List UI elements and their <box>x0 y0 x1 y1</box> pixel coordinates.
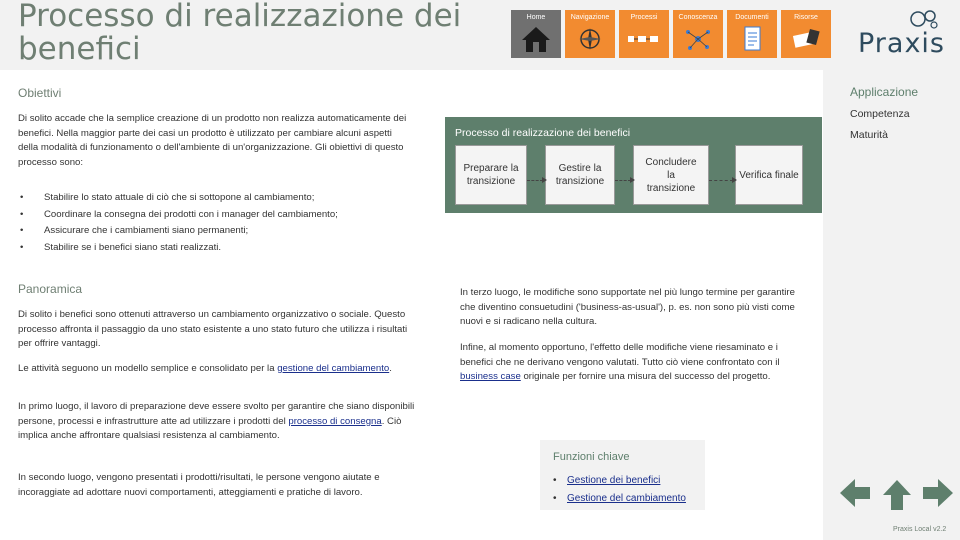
overview-paragraph: Di solito i benefici sono ottenuti attraverso un cambiamento organizzativo o sociale. Questo processo affronta il passaggio da uno stato esistente a uno stato futuro che utilizza i risultati per offrire vantaggi. <box>18 309 408 349</box>
overview-paragraph: In terzo luogo, le modifiche sono supportate nel più lungo termine per garantire che diventino consuetudini ('business-as-usual'), p. es. non sono più visti come nuovi e si radicano nella cultura. <box>460 287 795 327</box>
application-maturita-link[interactable]: Maturità <box>850 129 888 141</box>
list-item <box>553 490 686 508</box>
application-heading: Applicazione <box>850 85 919 99</box>
delivery-process-link[interactable]: processo di consegna <box>288 415 382 427</box>
forward-arrow-icon[interactable] <box>921 476 955 510</box>
list-item: • Assicurare che i cambiamenti siano permanenti; <box>18 223 438 240</box>
step-concludere-la-transizione[interactable]: Concludere la transizione <box>633 145 709 205</box>
objectives-heading: Obiettivi <box>18 86 62 100</box>
benefits-management-link[interactable]: Gestione dei benefici <box>567 475 661 486</box>
flow-arrow <box>527 180 543 181</box>
resources-icon <box>790 24 822 54</box>
flow-arrow <box>615 180 631 181</box>
nav-documenti-button[interactable]: Documenti <box>727 10 777 58</box>
list-item: • Stabilire lo stato attuale di ciò che si sottopone al cambiamento; <box>18 190 438 207</box>
key-functions-heading: Funzioni chiave <box>553 451 630 463</box>
overview-heading: Panoramica <box>18 282 83 296</box>
network-icon <box>682 24 714 54</box>
process-flow-icon <box>628 24 660 54</box>
objectives-intro: Di solito accade che la semplice creazione di un prodotto non realizza automaticamente dei benefici. Nella maggior parte dei casi un prodotto è utilizzato per cambiare alcuni aspetti della modalità di funzionamento o dell'ambiente di un'organizzazione. Gli obiettivi di questo processo sono: <box>18 113 407 168</box>
house-icon <box>520 24 552 54</box>
list-item <box>553 472 686 490</box>
up-arrow-icon[interactable] <box>880 478 914 512</box>
overview-paragraph: Infine, al momento opportuno, l'effetto delle modifiche viene riesaminato e i benefici che ne derivano vengono valutati. Tutto ciò viene confrontato con il business case originale per fornire una misura del successo del progetto. <box>460 342 780 382</box>
document-icon <box>736 24 768 54</box>
nav-risorse-button[interactable]: Risorse <box>781 10 831 58</box>
page-title: Processo di realizzazione dei benefici <box>18 0 462 67</box>
praxis-logo: Praxis <box>856 8 946 58</box>
back-arrow-icon[interactable] <box>838 476 872 510</box>
change-management-link[interactable]: gestione del cambiamento <box>277 363 390 374</box>
flow-arrow <box>709 180 733 181</box>
version-label: Praxis Local v2.2 <box>893 526 947 533</box>
overview-paragraph: In secondo luogo, vengono presentati i prodotti/risultati, le persone vengono aiutate e incoraggiate ad adottare nuovi comportamenti, atteggiamenti e pratiche di lavoro. <box>18 472 380 498</box>
objectives-list <box>18 190 438 256</box>
nav-navigazione-button[interactable]: Navigazione <box>565 10 615 58</box>
step-gestire-la-transizione[interactable]: Gestire la transizione <box>545 145 615 205</box>
step-verifica-finale[interactable]: Verifica finale <box>735 145 803 205</box>
business-case-link[interactable]: business case <box>460 371 521 382</box>
process-diagram-title: Processo di realizzazione dei benefici <box>455 127 631 139</box>
application-panel <box>823 70 960 540</box>
list-item: • Stabilire se i benefici siano stati realizzati. <box>18 240 438 257</box>
nav-processi-button[interactable]: Processi <box>619 10 669 58</box>
overview-paragraph: In primo luogo, il lavoro di preparazione deve essere svolto per garantire che siano disponibili persone, processi e infrastrutture atte ad utilizzare i prodotti del processo di consegna. Ciò implica anche affrontare qualsiasi resistenza al cambiamento. <box>18 401 415 441</box>
compass-icon <box>574 24 606 54</box>
step-preparare-la-transizione[interactable]: Preparare la transizione <box>455 145 527 205</box>
nav-home-button[interactable]: Home <box>511 10 561 58</box>
application-competenza-link[interactable]: Competenza <box>850 108 910 120</box>
nav-conoscenza-button[interactable]: Conoscenza <box>673 10 723 58</box>
list-item: • Coordinare la consegna dei prodotti con i manager del cambiamento; <box>18 207 438 224</box>
overview-paragraph: Le attività seguono un modello semplice e consolidato per la gestione del cambiamento. <box>18 363 392 374</box>
logo-mark-icon <box>908 8 942 30</box>
change-management-link[interactable]: Gestione del cambiamento <box>567 493 686 504</box>
key-functions-list <box>553 472 686 508</box>
key-functions-box <box>540 440 705 510</box>
